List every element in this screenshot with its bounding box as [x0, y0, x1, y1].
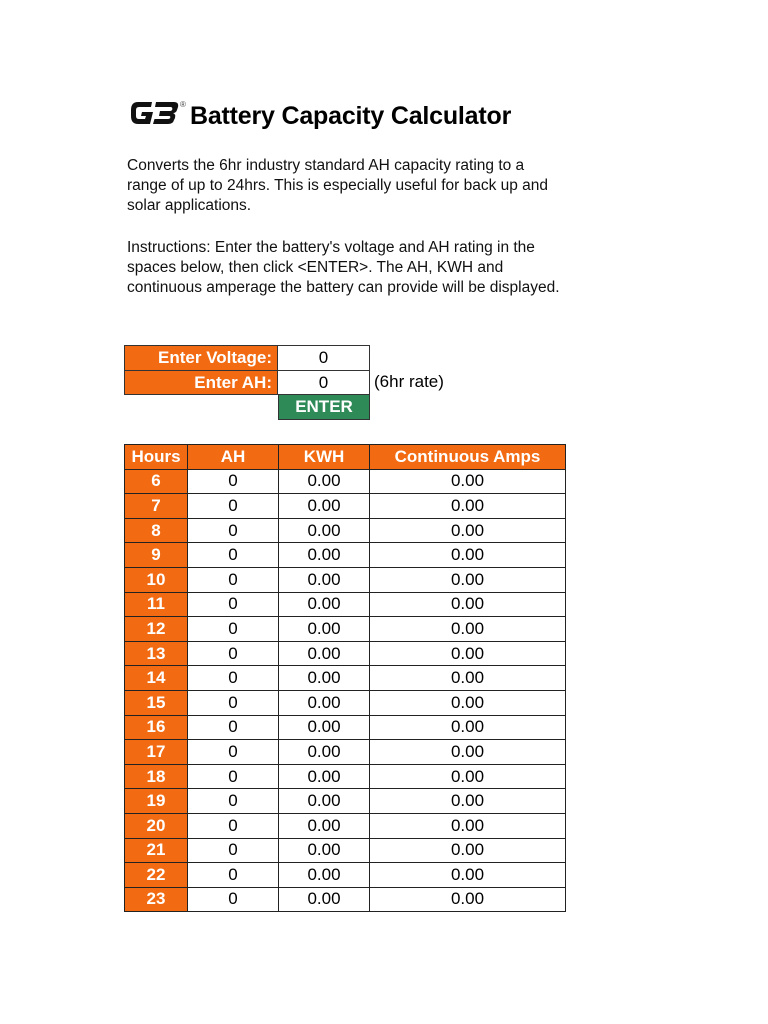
cell-kwh: 0.00: [279, 592, 370, 617]
table-row: [125, 740, 566, 765]
cell-hours: 18: [125, 764, 188, 789]
cell-continuous-amps: 0.00: [370, 567, 566, 592]
cell-ah: 0: [188, 518, 279, 543]
cell-ah: 0: [188, 887, 279, 912]
voltage-row: [124, 345, 444, 370]
cell-ah: 0: [188, 813, 279, 838]
cell-ah: 0: [188, 838, 279, 863]
table-row: [125, 813, 566, 838]
cell-kwh: 0.00: [279, 518, 370, 543]
cell-kwh: 0.00: [279, 690, 370, 715]
cell-continuous-amps: 0.00: [370, 715, 566, 740]
cell-ah: 0: [188, 764, 279, 789]
cell-hours: 16: [125, 715, 188, 740]
cell-kwh: 0.00: [279, 617, 370, 642]
cell-continuous-amps: 0.00: [370, 666, 566, 691]
header: [128, 98, 511, 132]
instructions-text: Instructions: Enter the battery's voltage and AH rating in the spaces below, then click <ENTER>. The AH, KWH and continuous amperage the battery can provide will be displayed.: [127, 239, 560, 296]
table-row: [125, 863, 566, 888]
g3-logo-icon: [128, 98, 184, 132]
cell-hours: 9: [125, 543, 188, 568]
table-row: [125, 567, 566, 592]
table-row: [125, 494, 566, 519]
cell-hours: 8: [125, 518, 188, 543]
cell-continuous-amps: 0.00: [370, 887, 566, 912]
cell-continuous-amps: 0.00: [370, 641, 566, 666]
table-body: [125, 469, 566, 912]
table-row: [125, 617, 566, 642]
header-hours: Hours: [125, 445, 188, 470]
header-kwh: KWH: [279, 445, 370, 470]
enter-button[interactable]: ENTER: [278, 395, 370, 420]
cell-continuous-amps: 0.00: [370, 592, 566, 617]
cell-hours: 17: [125, 740, 188, 765]
voltage-input[interactable]: 0: [278, 345, 370, 370]
cell-continuous-amps: 0.00: [370, 764, 566, 789]
cell-kwh: 0.00: [279, 764, 370, 789]
table-row: [125, 641, 566, 666]
header-ah: AH: [188, 445, 279, 470]
cell-kwh: 0.00: [279, 789, 370, 814]
ah-label: Enter AH:: [124, 370, 278, 395]
cell-continuous-amps: 0.00: [370, 518, 566, 543]
cell-hours: 22: [125, 863, 188, 888]
input-block: [124, 345, 444, 416]
cell-kwh: 0.00: [279, 641, 370, 666]
cell-ah: 0: [188, 494, 279, 519]
table-row: [125, 592, 566, 617]
cell-continuous-amps: 0.00: [370, 494, 566, 519]
table-header-row: [125, 445, 566, 470]
cell-continuous-amps: 0.00: [370, 838, 566, 863]
cell-continuous-amps: 0.00: [370, 690, 566, 715]
header-continuous-amps: Continuous Amps: [370, 445, 566, 470]
cell-kwh: 0.00: [279, 715, 370, 740]
voltage-label: Enter Voltage:: [124, 345, 278, 370]
cell-kwh: 0.00: [279, 567, 370, 592]
cell-ah: 0: [188, 641, 279, 666]
cell-hours: 23: [125, 887, 188, 912]
intro-text: Converts the 6hr industry standard AH capacity rating to a range of up to 24hrs. This is especially useful for back up and solar applications.: [127, 157, 549, 214]
cell-continuous-amps: 0.00: [370, 617, 566, 642]
cell-ah: 0: [188, 567, 279, 592]
cell-continuous-amps: 0.00: [370, 543, 566, 568]
cell-hours: 7: [125, 494, 188, 519]
ah-rate-note: (6hr rate): [374, 372, 444, 391]
cell-hours: 19: [125, 789, 188, 814]
cell-ah: 0: [188, 740, 279, 765]
cell-continuous-amps: 0.00: [370, 740, 566, 765]
cell-kwh: 0.00: [279, 469, 370, 494]
cell-kwh: 0.00: [279, 543, 370, 568]
cell-hours: 10: [125, 567, 188, 592]
cell-ah: 0: [188, 469, 279, 494]
page-title: Battery Capacity Calculator: [190, 102, 512, 130]
cell-ah: 0: [188, 592, 279, 617]
cell-continuous-amps: 0.00: [370, 813, 566, 838]
table-row: [125, 469, 566, 494]
table-row: [125, 543, 566, 568]
cell-continuous-amps: 0.00: [370, 469, 566, 494]
ah-input[interactable]: 0: [278, 370, 370, 395]
cell-hours: 15: [125, 690, 188, 715]
cell-hours: 13: [125, 641, 188, 666]
cell-kwh: 0.00: [279, 838, 370, 863]
table-row: [125, 666, 566, 691]
table-row: [125, 518, 566, 543]
cell-hours: 11: [125, 592, 188, 617]
cell-ah: 0: [188, 863, 279, 888]
cell-hours: 14: [125, 666, 188, 691]
cell-continuous-amps: 0.00: [370, 863, 566, 888]
table-row: [125, 838, 566, 863]
cell-ah: 0: [188, 666, 279, 691]
results-table: [124, 444, 566, 912]
cell-kwh: 0.00: [279, 494, 370, 519]
cell-kwh: 0.00: [279, 666, 370, 691]
cell-hours: 21: [125, 838, 188, 863]
cell-kwh: 0.00: [279, 813, 370, 838]
table-row: [125, 715, 566, 740]
cell-ah: 0: [188, 690, 279, 715]
cell-continuous-amps: 0.00: [370, 789, 566, 814]
cell-hours: 20: [125, 813, 188, 838]
cell-hours: 6: [125, 469, 188, 494]
cell-ah: 0: [188, 789, 279, 814]
cell-ah: 0: [188, 617, 279, 642]
ah-row: [124, 370, 444, 395]
table-row: [125, 789, 566, 814]
cell-kwh: 0.00: [279, 887, 370, 912]
cell-hours: 12: [125, 617, 188, 642]
cell-ah: 0: [188, 715, 279, 740]
cell-kwh: 0.00: [279, 740, 370, 765]
registered-mark: ®: [180, 100, 186, 109]
table-row: [125, 690, 566, 715]
table-row: [125, 887, 566, 912]
cell-ah: 0: [188, 543, 279, 568]
cell-kwh: 0.00: [279, 863, 370, 888]
table-row: [125, 764, 566, 789]
